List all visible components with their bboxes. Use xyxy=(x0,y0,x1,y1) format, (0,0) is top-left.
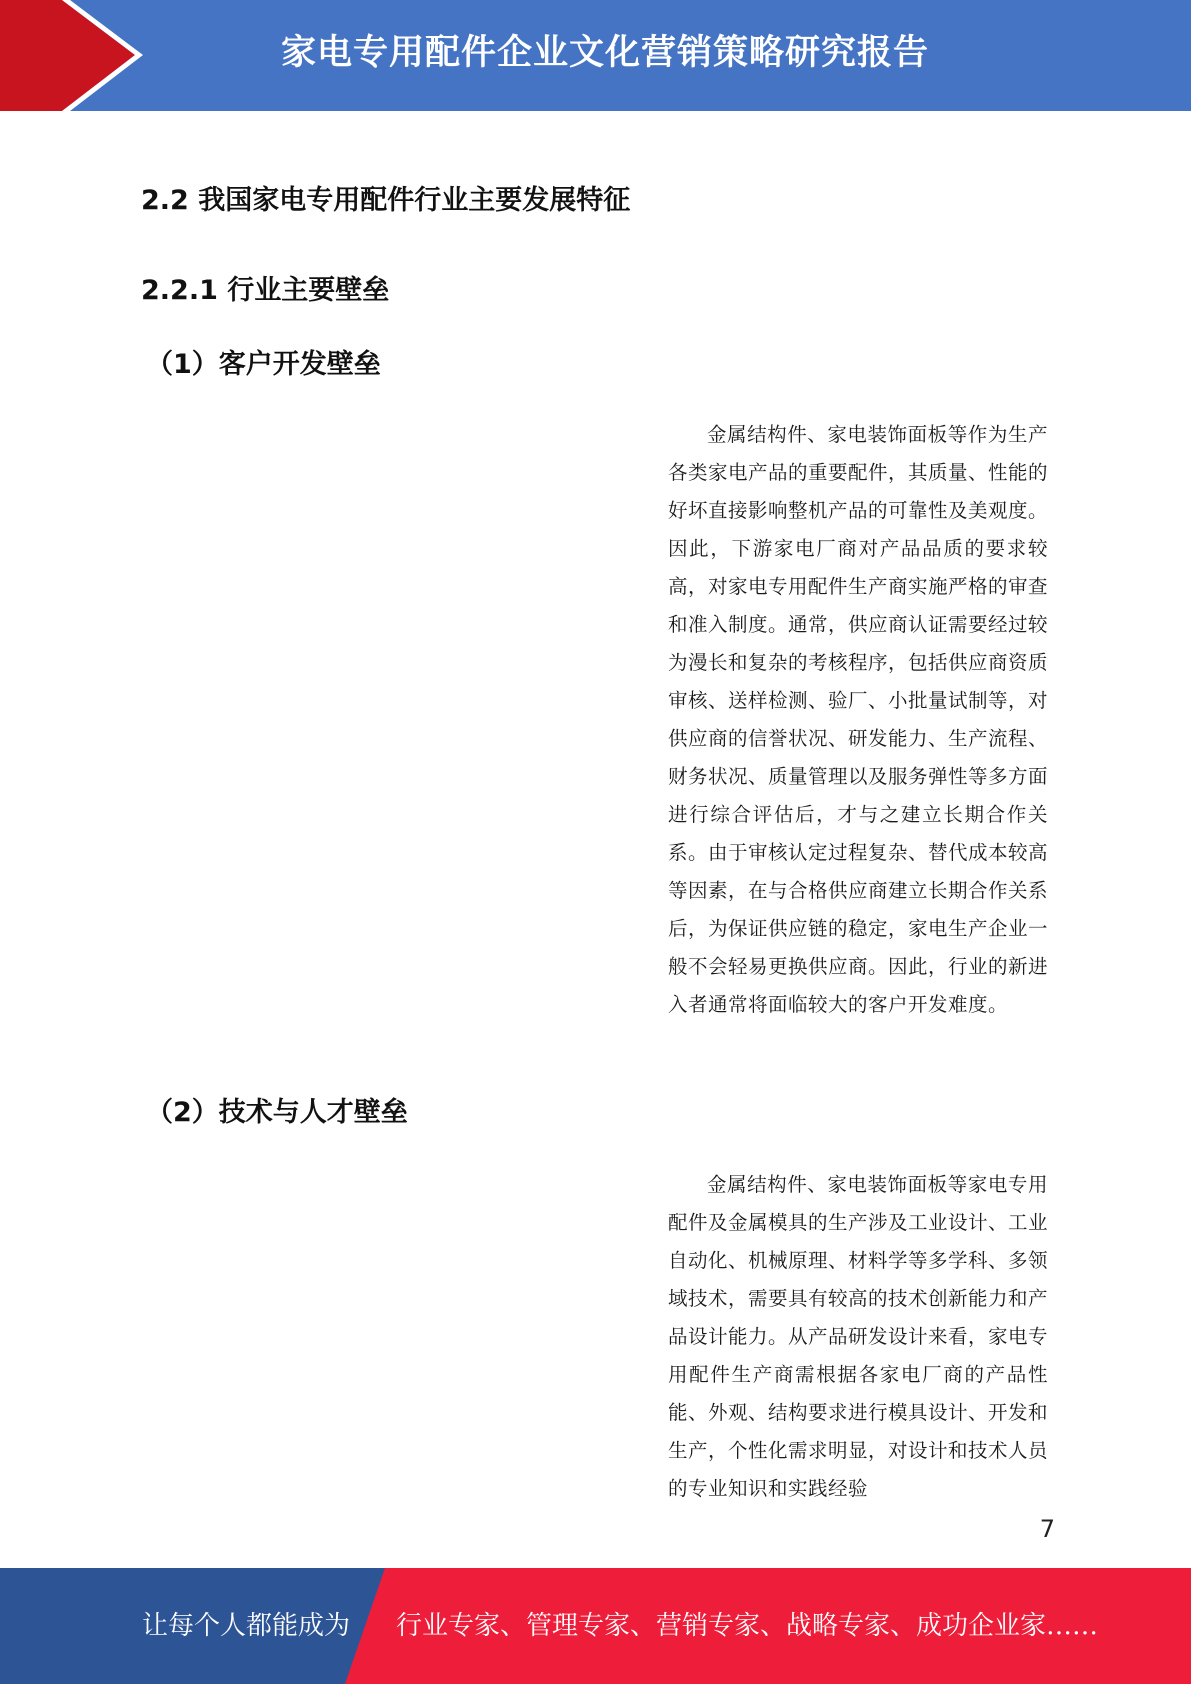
red-chevron-graphic xyxy=(0,0,150,111)
page-number: 7 xyxy=(1039,1515,1055,1543)
footer-slogan-left: 让每个人都能成为 xyxy=(142,1611,351,1641)
footer-banner xyxy=(0,1568,1191,1684)
report-title: 家电专用配件企业文化营销策略研究报告 xyxy=(280,33,929,73)
header-bar xyxy=(0,0,1191,111)
paragraph-customer-barrier: 金属结构件、家电装饰面板等作为生产各类家电产品的重要配件，其质量、性能的好坏直接影响整机产品的可靠性及美观度。因此，下游家电厂商对产品品质的要求较高，对家电专用配件生产商实施严格的审查和准入制度。通常，供应商认证需要经过较为漫长和复杂的考核程序，包括供应商资质审核、送样检测、验厂、小批量试制等，对供应商的信誉状况、研发能力、生产流程、财务状况、质量管理以及服务弹性等多方面进行综合评估后，才与之建立长期合作关系。由于审核认定过程复杂、替代成本较高等因素，在与合格供应商建立长期合作关系后，为保证供应链的稳定，家电生产企业一般不会轻易更换供应商。因此，行业的新进入者通常将面临较大的客户开发难度。 xyxy=(668,423,1049,1016)
chevron-red-shape xyxy=(0,0,135,111)
section-heading-2-2: 2.2 我国家电专用配件行业主要发展特征 xyxy=(141,185,631,216)
footer-slogan-right: 行业专家、管理专家、营销专家、战略专家、成功企业家…… xyxy=(396,1611,1099,1641)
subheading-tech-talent-barrier: （2）技术与人才壁垒 xyxy=(146,1097,408,1128)
subheading-customer-barrier: （1）客户开发壁垒 xyxy=(146,349,381,380)
section-heading-2-2-1: 2.2.1 行业主要壁垒 xyxy=(141,275,390,306)
paragraph-tech-talent-barrier: 金属结构件、家电装饰面板等家电专用配件及金属模具的生产涉及工业设计、工业自动化、机械原理、材料学等多学科、多领域技术，需要具有较高的技术创新能力和产品设计能力。从产品研发设计来看，家电专用配件生产商需根据各家电厂商的产品性能、外观、结构要求进行模具设计、开发和生产，个性化需求明显，对设计和技术人员的专业知识和实践经验 xyxy=(668,1173,1049,1500)
